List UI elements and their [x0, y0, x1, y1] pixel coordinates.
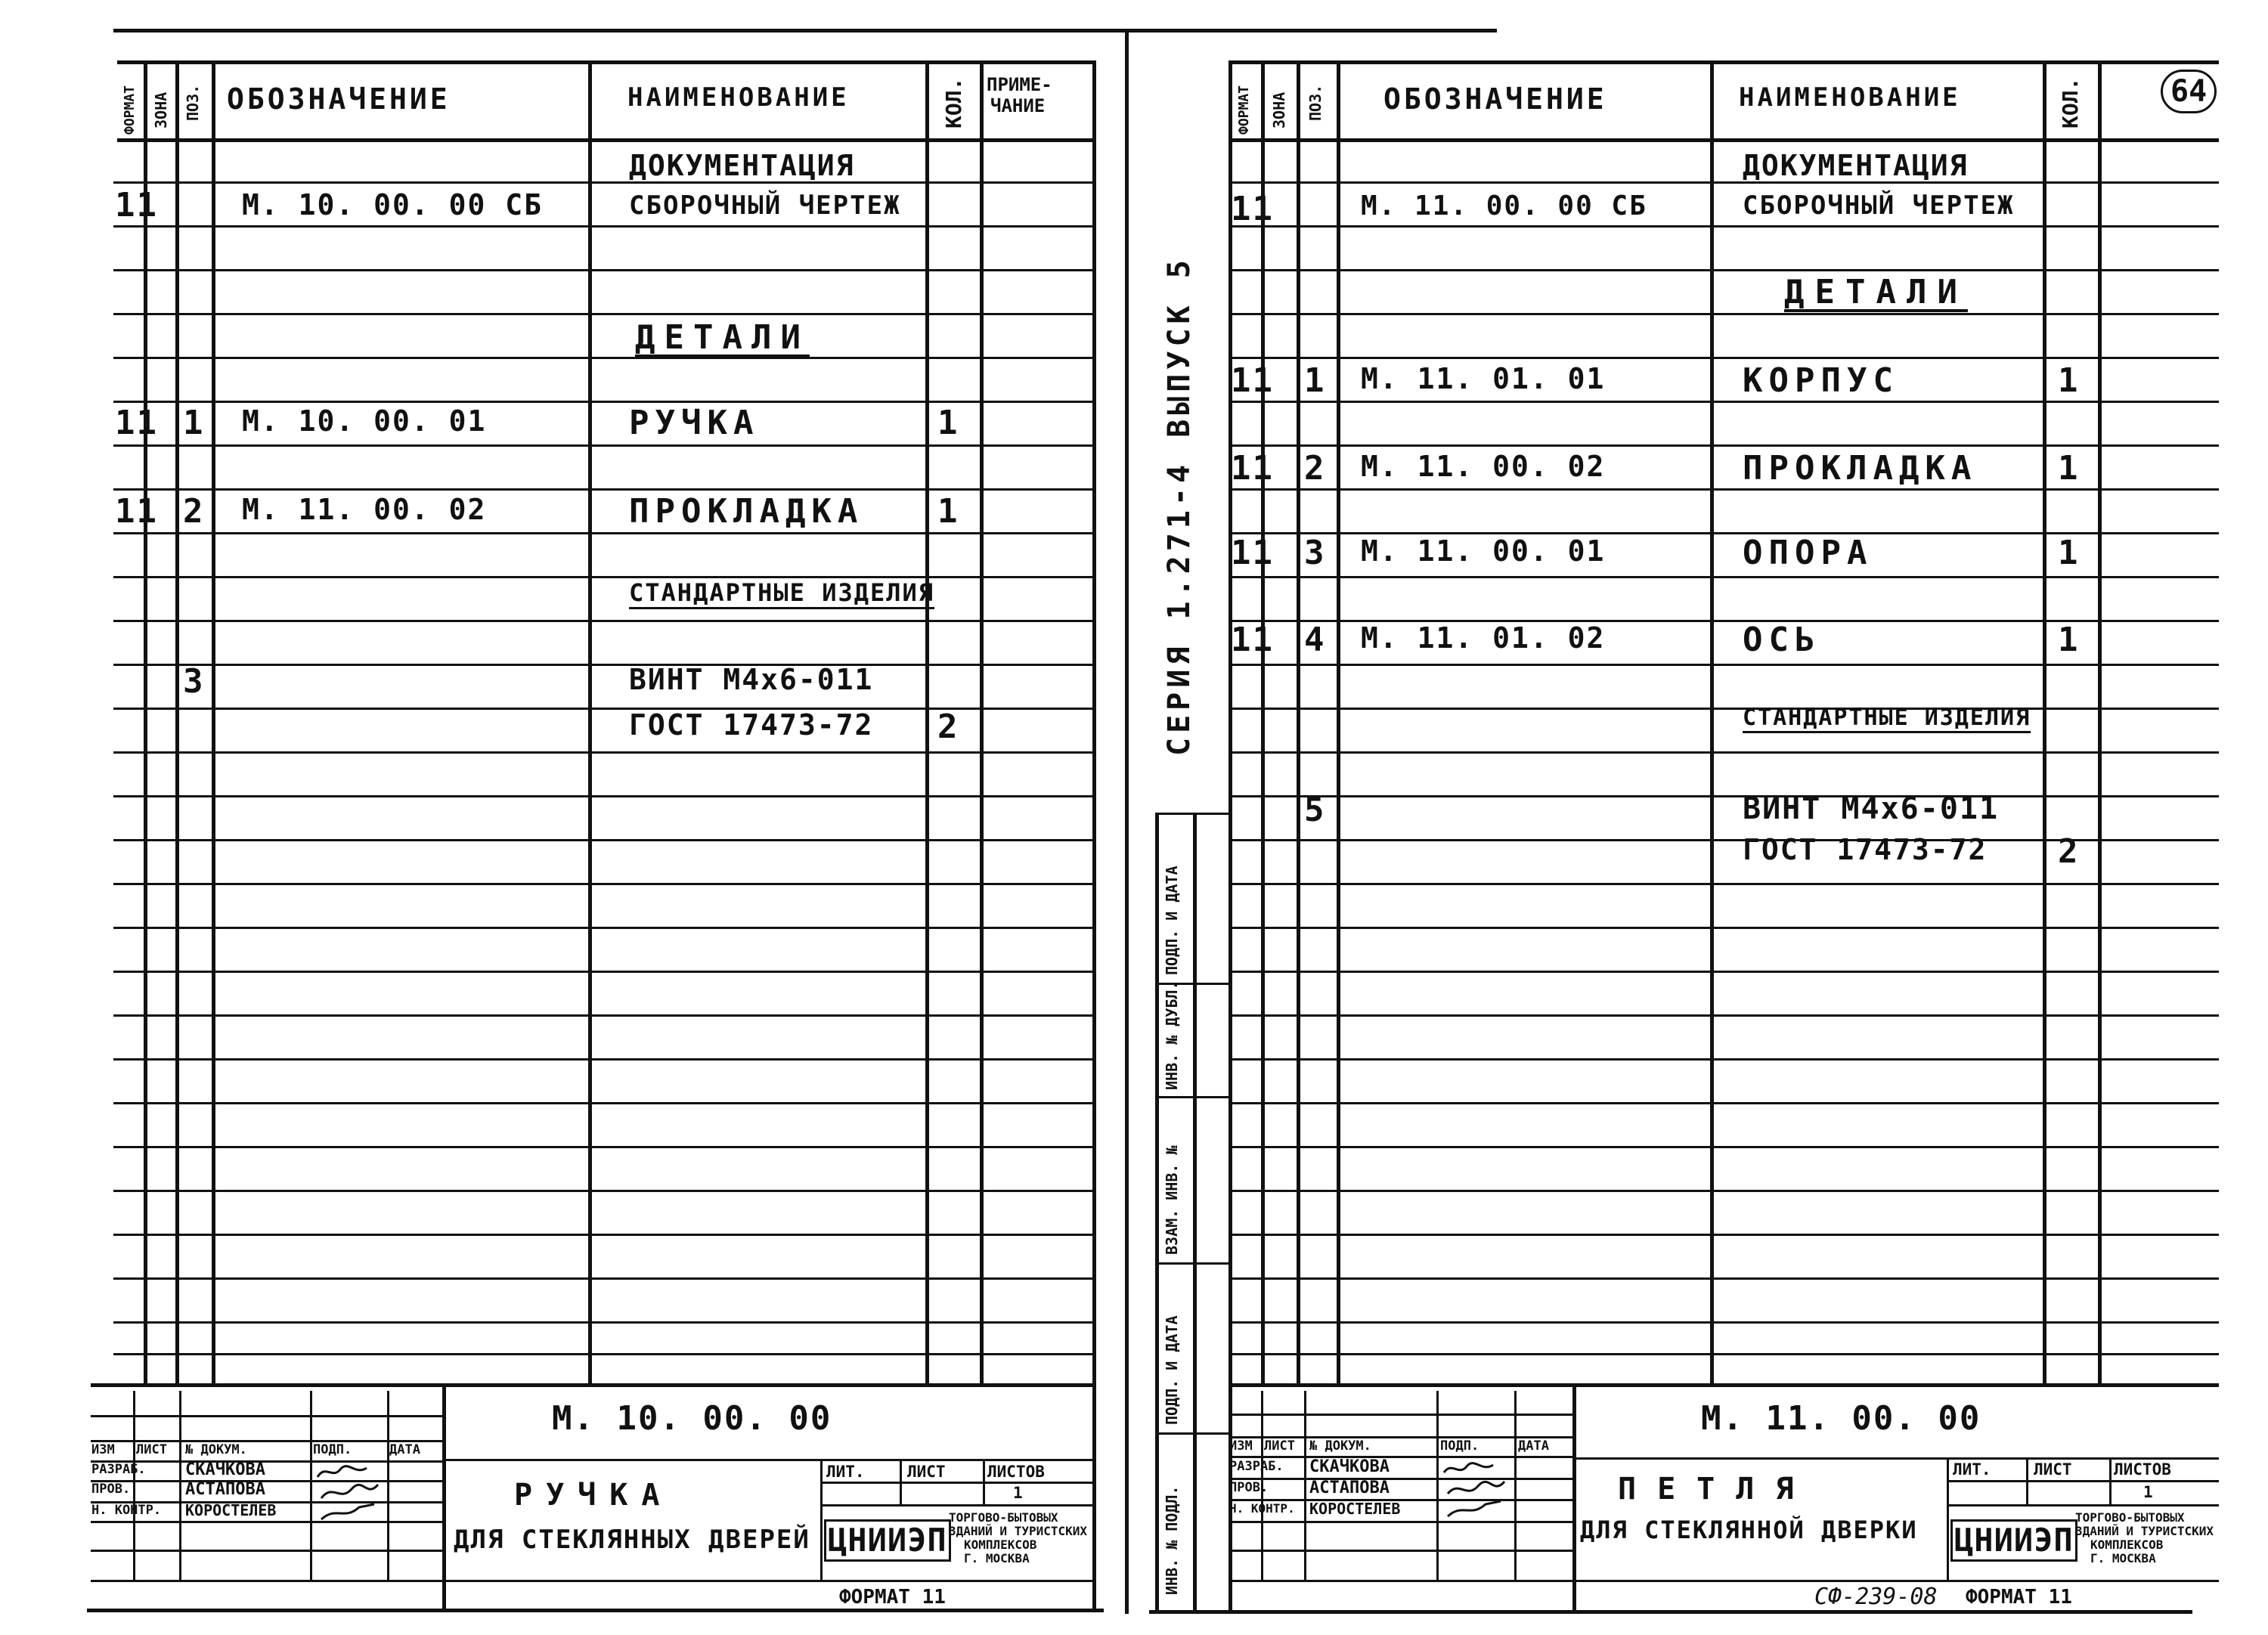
- part-2-designation: М. 11. 00. 02: [242, 493, 487, 526]
- r-part-2-designation: М. 11. 00. 02: [1361, 450, 1606, 483]
- std-name-2: ГОСТ 17473-72: [629, 708, 874, 742]
- right-product-desc: ДЛЯ СТЕКЛЯННОЙ ДВЕРКИ: [1580, 1516, 1918, 1544]
- section-documentation: ДОКУМЕНТАЦИЯ: [629, 149, 855, 182]
- margin-sign-date-bottom: ПОДП. И ДАТА: [1163, 1315, 1181, 1425]
- tb-role-2: ПРОВ.: [91, 1482, 131, 1497]
- doc-designation: М. 10. 00. 00 СБ: [242, 188, 544, 221]
- col-pos-header: ПОЗ.: [184, 84, 202, 121]
- r-doc-format: 11: [1231, 190, 1274, 228]
- r-part-2-name: ПРОКЛАДКА: [1743, 449, 1978, 488]
- doc-format: 11: [115, 186, 158, 225]
- org-line-3: КОМПЛЕКСОВ: [964, 1537, 1037, 1552]
- part-1-designation: М. 10. 00. 01: [242, 404, 487, 438]
- section-standard: СТАНДАРТНЫЕ ИЗДЕЛИЯ: [629, 578, 935, 607]
- r-col-pos-header: ПОЗ.: [1306, 84, 1325, 121]
- tb-sign: ПОДП.: [313, 1442, 352, 1457]
- r-part-1-qty: 1: [2058, 361, 2080, 400]
- r-part-3-name: ОПОРА: [1743, 534, 1873, 572]
- col-zone-header: ЗОНА: [152, 91, 170, 129]
- r-col-designation-header: ОБОЗНАЧЕНИЕ: [1383, 82, 1607, 116]
- r-org-line-1: ТОРГОВО-БЫТОВЫХ: [2075, 1510, 2185, 1525]
- r-tb-name-2: АСТАПОВА: [1309, 1479, 1390, 1497]
- r-part-4-qty: 1: [2058, 621, 2080, 659]
- tb-role-3: Н. КОНТР.: [91, 1503, 162, 1518]
- r-part-4-designation: М. 11. 01. 02: [1361, 621, 1606, 655]
- page-number: 64: [2161, 70, 2217, 113]
- margin-inv-dup: ИНВ. № ДУБЛ.: [1163, 980, 1181, 1090]
- std-pos: 3: [183, 662, 205, 701]
- r-tb-role-2: ПРОВ.: [1229, 1480, 1269, 1495]
- col-designation-header: ОБОЗНАЧЕНИЕ: [227, 82, 451, 116]
- tb-name-2: АСТАПОВА: [185, 1480, 265, 1499]
- r-col-name-header: НАИМЕНОВАНИЕ: [1739, 82, 1961, 113]
- tb-role-1: РАЗРАБ.: [91, 1462, 146, 1477]
- r-part-4-format: 11: [1231, 621, 1274, 659]
- left-product-desc: ДЛЯ СТЕКЛЯННЫХ ДВЕРЕЙ: [454, 1525, 810, 1555]
- org-line-2: ЗДАНИЙ И ТУРИСТСКИХ: [949, 1524, 1088, 1538]
- col-qty-header: КОЛ.: [941, 77, 966, 129]
- tb-name-3: КОРОСТЕЛЕВ: [185, 1501, 277, 1519]
- r-part-1-format: 11: [1231, 361, 1274, 400]
- right-format-footer: ФОРМАТ 11: [1966, 1586, 2072, 1609]
- sheet-code: СФ-239-08: [1814, 1584, 1938, 1610]
- r-tb-doc: № ДОКУМ.: [1309, 1438, 1371, 1454]
- tb-sheets: ЛИСТОВ: [987, 1463, 1045, 1481]
- org-line-4: Г. МОСКВА: [964, 1551, 1030, 1565]
- r-tb-role-3: Н. КОНТР.: [1229, 1501, 1295, 1516]
- margin-replace-inv: ВЗАМ. ИНВ. №: [1163, 1145, 1181, 1255]
- r-tb-sheet: ЛИСТ: [2034, 1460, 2072, 1479]
- left-product-name: РУЧКА: [514, 1478, 674, 1513]
- r-part-3-designation: М. 11. 00. 01: [1361, 534, 1606, 568]
- section-parts: ДЕТАЛИ: [635, 318, 810, 357]
- r-part-4-name: ОСЬ: [1743, 621, 1821, 659]
- r-col-qty-header: КОЛ.: [2058, 77, 2083, 129]
- left-drawing-number: М. 10. 00. 00: [552, 1399, 832, 1438]
- r-tb-sheets: ЛИСТОВ: [2114, 1460, 2171, 1479]
- r-tb-role-1: РАЗРАБ.: [1229, 1459, 1284, 1474]
- r-col-format-header: ФОРМАТ: [1236, 85, 1252, 135]
- r-part-1-name: КОРПУС: [1743, 361, 1899, 400]
- r-part-2-qty: 1: [2058, 449, 2080, 488]
- right-product-name: ПЕТЛЯ: [1618, 1472, 1815, 1506]
- r-part-1-pos: 1: [1304, 361, 1326, 400]
- r-std-name-2: ГОСТ 17473-72: [1743, 833, 1988, 866]
- r-tb-name-3: КОРОСТЕЛЕВ: [1309, 1500, 1401, 1518]
- r-org-line-2: ЗДАНИЙ И ТУРИСТСКИХ: [2075, 1524, 2214, 1538]
- r-part-3-format: 11: [1231, 534, 1274, 572]
- col-name-header: НАИМЕНОВАНИЕ: [627, 82, 850, 113]
- margin-sign-date-top: ПОДП. И ДАТА: [1163, 865, 1181, 975]
- r-doc-name: СБОРОЧНЫЙ ЧЕРТЕЖ: [1743, 190, 2015, 221]
- tb-lit: ЛИТ.: [826, 1463, 865, 1481]
- r-section-parts: ДЕТАЛИ: [1784, 273, 1968, 311]
- r-part-3-qty: 1: [2058, 534, 2080, 572]
- tb-date: ДАТА: [389, 1442, 420, 1457]
- col-format-header: ФОРМАТ: [122, 85, 138, 135]
- col-note-header-2: ЧАНИЕ: [990, 95, 1046, 116]
- tb-doc: № ДОКУМ.: [185, 1442, 247, 1457]
- r-org-logo: ЦНИИЭП: [1950, 1519, 2077, 1562]
- signature-marks: [314, 1460, 386, 1525]
- part-2-format: 11: [115, 492, 158, 531]
- r-tb-sign: ПОДП.: [1440, 1438, 1479, 1454]
- tb-sheet: ЛИСТ: [907, 1463, 946, 1481]
- part-1-qty: 1: [937, 404, 959, 442]
- r-part-3-pos: 3: [1304, 534, 1326, 572]
- org-line-1: ТОРГОВО-БЫТОВЫХ: [949, 1510, 1058, 1525]
- left-format-footer: ФОРМАТ 11: [839, 1586, 946, 1609]
- part-1-name: РУЧКА: [629, 404, 760, 442]
- r-doc-designation: М. 11. 00. 00 СБ: [1361, 190, 1647, 221]
- r-std-qty: 2: [2058, 832, 2080, 871]
- part-2-pos: 2: [183, 492, 205, 531]
- std-name-1: ВИНТ М4х6-011: [629, 663, 874, 696]
- r-org-line-3: КОМПЛЕКСОВ: [2090, 1537, 2164, 1552]
- series-label: СЕРИЯ 1.271-4 ВЫПУСК 5: [1162, 255, 1197, 756]
- r-tb-lit: ЛИТ.: [1953, 1460, 1991, 1479]
- r-section-documentation: ДОКУМЕНТАЦИЯ: [1743, 149, 1969, 182]
- r-part-1-designation: М. 11. 01. 01: [1361, 362, 1606, 395]
- r-tb-izm: ИЗМ: [1229, 1438, 1253, 1454]
- tb-izm: ИЗМ: [91, 1442, 115, 1457]
- part-1-format: 11: [115, 404, 158, 442]
- col-note-header-1: ПРИМЕ-: [987, 74, 1052, 95]
- tb-list: ЛИСТ: [136, 1442, 167, 1457]
- std-qty: 2: [937, 708, 959, 746]
- r-signature-marks: [1440, 1457, 1512, 1522]
- r-section-standard: СТАНДАРТНЫЕ ИЗДЕЛИЯ: [1743, 704, 2031, 731]
- doc-name: СБОРОЧНЫЙ ЧЕРТЕЖ: [629, 190, 901, 221]
- part-1-pos: 1: [183, 404, 205, 442]
- r-tb-list: ЛИСТ: [1264, 1438, 1295, 1454]
- r-tb-name-1: СКАЧКОВА: [1309, 1457, 1390, 1476]
- part-2-qty: 1: [937, 492, 959, 531]
- r-org-line-4: Г. МОСКВА: [2090, 1551, 2156, 1565]
- r-tb-sheets-value: 1: [2143, 1483, 2153, 1501]
- part-2-name: ПРОКЛАДКА: [629, 492, 864, 531]
- r-col-zone-header: ЗОНА: [1270, 91, 1288, 129]
- tb-sheets-value: 1: [1013, 1484, 1023, 1502]
- r-part-2-pos: 2: [1304, 449, 1326, 488]
- tb-name-1: СКАЧКОВА: [185, 1460, 265, 1479]
- sheet-divider: [1125, 30, 1129, 1614]
- r-std-name-1: ВИНТ М4х6-011: [1743, 791, 2000, 826]
- r-tb-date: ДАТА: [1518, 1438, 1549, 1454]
- right-drawing-number: М. 11. 00. 00: [1701, 1399, 1981, 1438]
- org-logo: ЦНИИЭП: [824, 1519, 951, 1562]
- margin-inv-orig: ИНВ. № ПОДЛ.: [1163, 1485, 1181, 1595]
- r-part-4-pos: 4: [1304, 621, 1326, 659]
- r-std-pos: 5: [1304, 791, 1326, 829]
- r-part-2-format: 11: [1231, 449, 1274, 488]
